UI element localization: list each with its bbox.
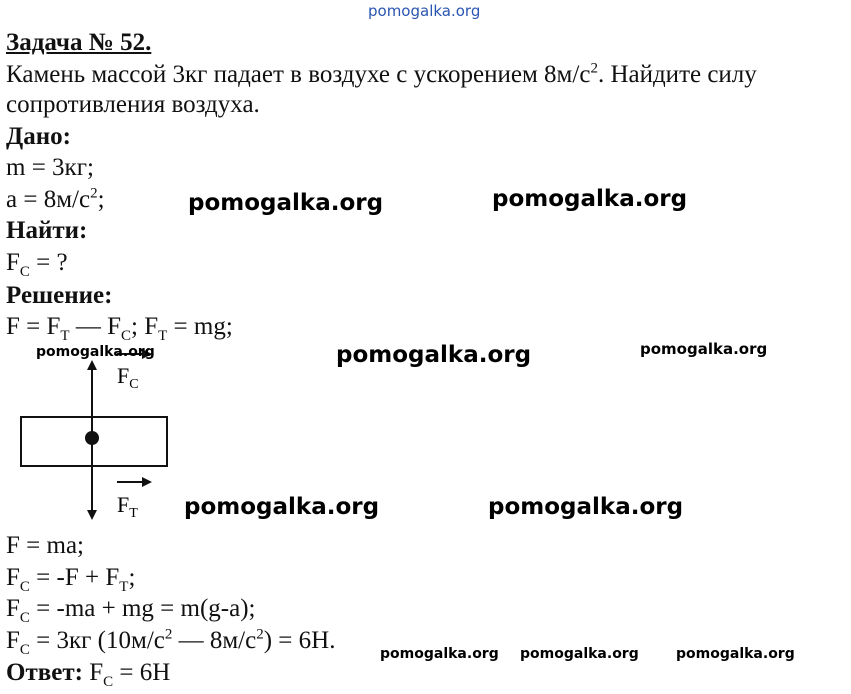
task-title: Задача № 52. xyxy=(6,29,152,56)
answer-line xyxy=(6,658,170,688)
given-acceleration xyxy=(6,185,105,215)
eq4-s1: C xyxy=(19,610,30,626)
solution-eq2: F = ma; xyxy=(6,532,84,559)
center-of-mass-point xyxy=(85,431,99,445)
solution-eq3 xyxy=(6,563,135,593)
find-F: F xyxy=(6,249,20,276)
answer-p2: = 6Н xyxy=(113,659,171,686)
eq4-p1: F xyxy=(6,595,20,622)
solution-eq1 xyxy=(6,312,233,342)
answer-p1: F xyxy=(82,659,104,686)
watermark-top: pomogalka.org xyxy=(368,2,481,20)
given-a-text: a = 8м/с xyxy=(6,186,91,213)
watermark: pomogalka.org xyxy=(488,494,684,520)
watermark: pomogalka.org xyxy=(676,646,795,662)
solution-heading: Решение: xyxy=(6,282,113,309)
eq1-p1: F = F xyxy=(6,313,61,340)
find-heading: Найти: xyxy=(6,217,88,244)
eq5-s1: C xyxy=(19,642,30,658)
eq5-p2: = 3кг (10м/с xyxy=(29,627,165,654)
eq1-p3: ; F xyxy=(131,313,159,340)
statement-sup: 2 xyxy=(590,60,598,77)
eq5-sup1: 2 xyxy=(164,626,173,643)
watermark: pomogalka.org xyxy=(520,646,639,662)
task-statement-line2: сопротивления воздуха. xyxy=(6,91,260,118)
watermark: pomogalka.org xyxy=(188,190,384,216)
solution-eq5 xyxy=(6,626,335,656)
statement-text: Камень массой 3кг падает в воздухе с ускорением 8м/с xyxy=(6,61,591,88)
watermark: pomogalka.org xyxy=(640,340,768,358)
eq1-s3: T xyxy=(158,328,168,344)
watermark: pomogalka.org xyxy=(36,344,155,360)
eq3-s2: T xyxy=(119,579,129,595)
eq1-p2: — F xyxy=(69,313,121,340)
watermark: pomogalka.org xyxy=(184,494,380,520)
eq3-s1: C xyxy=(19,579,30,595)
label-top: $F_C$ xyxy=(117,363,139,392)
eq5-p3: — 8м/с xyxy=(172,627,257,654)
eq5-p1: F xyxy=(6,627,20,654)
given-a-end: ; xyxy=(97,186,105,213)
eq1-s1: T xyxy=(60,328,70,344)
task-statement-line1 xyxy=(6,60,757,90)
eq1-p4: = mg; xyxy=(167,313,233,340)
watermark: pomogalka.org xyxy=(492,186,688,212)
answer-s1: C xyxy=(103,674,114,690)
statement-end: . Найдите силу xyxy=(597,61,757,88)
find-sub: C xyxy=(19,264,30,280)
solution-eq4 xyxy=(6,594,256,624)
eq3-p1: F xyxy=(6,564,20,591)
given-a-sup: 2 xyxy=(90,185,98,202)
watermark: pomogalka.org xyxy=(336,342,532,368)
find-rest: = ? xyxy=(29,249,68,276)
eq4-p2: = -ma + mg = m(g-a); xyxy=(29,595,256,622)
eq1-s2: C xyxy=(121,328,132,344)
eq3-p3: ; xyxy=(128,564,136,591)
answer-heading: Ответ: xyxy=(6,659,83,686)
force-diagram xyxy=(0,340,200,525)
eq5-sup2: 2 xyxy=(256,626,264,643)
eq5-p4: ) = 6Н. xyxy=(263,627,336,654)
label-bottom: $F_T$ xyxy=(117,492,138,521)
eq3-p2: = -F + F xyxy=(29,564,120,591)
given-heading: Дано: xyxy=(6,123,71,150)
watermark: pomogalka.org xyxy=(380,646,499,662)
given-mass: m = 3кг; xyxy=(6,154,94,181)
find-value xyxy=(6,248,68,278)
